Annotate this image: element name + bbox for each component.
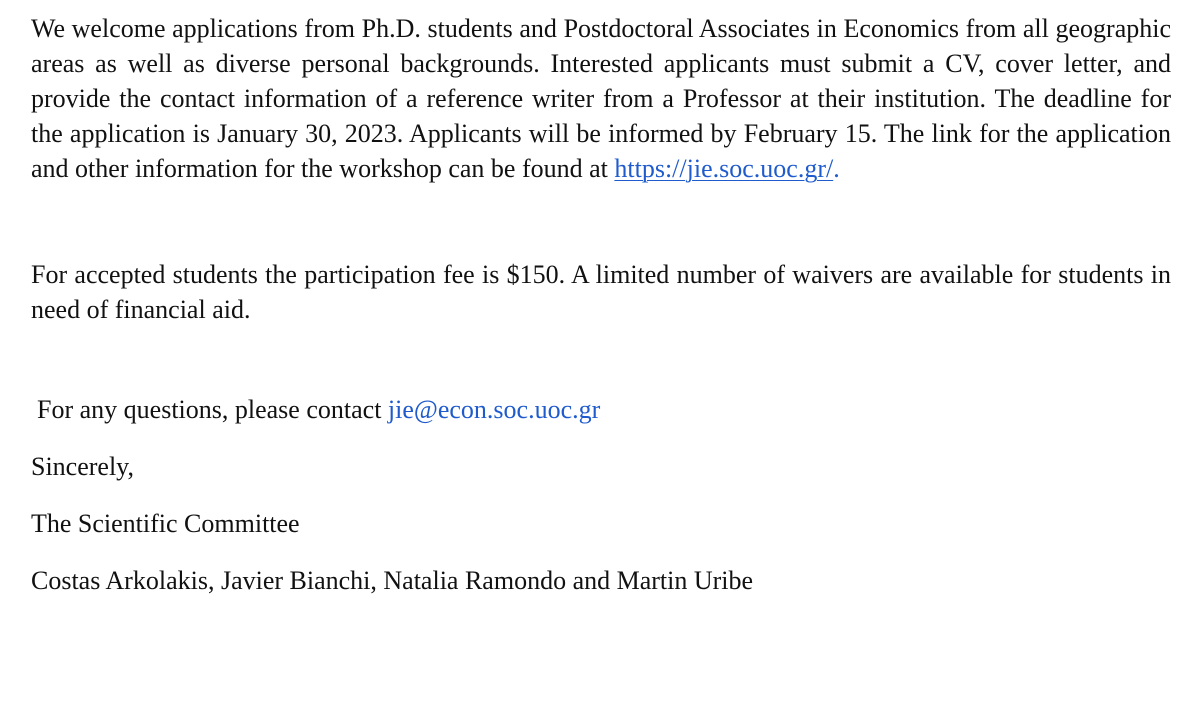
letter-body: [31, 11, 1171, 598]
signatories: Costas Arkolakis, Javier Bianchi, Natalia Ramondo and Martin Uribe: [31, 566, 754, 595]
closing-line: Sincerely,: [31, 452, 134, 481]
workshop-link[interactable]: https://jie.soc.uoc.gr/: [614, 154, 834, 183]
contact-email-link[interactable]: jie@econ.soc.uoc.gr: [387, 395, 601, 424]
link-trailing-period: .: [833, 154, 840, 183]
contact-text: For any questions, please contact: [37, 395, 388, 424]
application-paragraph: [31, 11, 1171, 186]
signature-group: The Scientific Committee: [31, 509, 300, 538]
application-text: We welcome applications from Ph.D. students and Postdoctoral Associates in Economics from all geographic areas as well as diverse personal backgrounds. Interested applicants must submit a CV, cover letter, and provide the contact information of a reference writer from a Professor at their institution. The deadline for the application is January 30, 2023. Applicants will be informed by February 15. The link for the application and other information for the workshop can be found at: [31, 14, 1171, 183]
contact-paragraph: [31, 392, 1171, 427]
fee-paragraph: [31, 257, 1171, 327]
fee-text: For accepted students the participation fee is $150. A limited number of waivers are available for students in need of financial aid.: [31, 260, 1171, 324]
